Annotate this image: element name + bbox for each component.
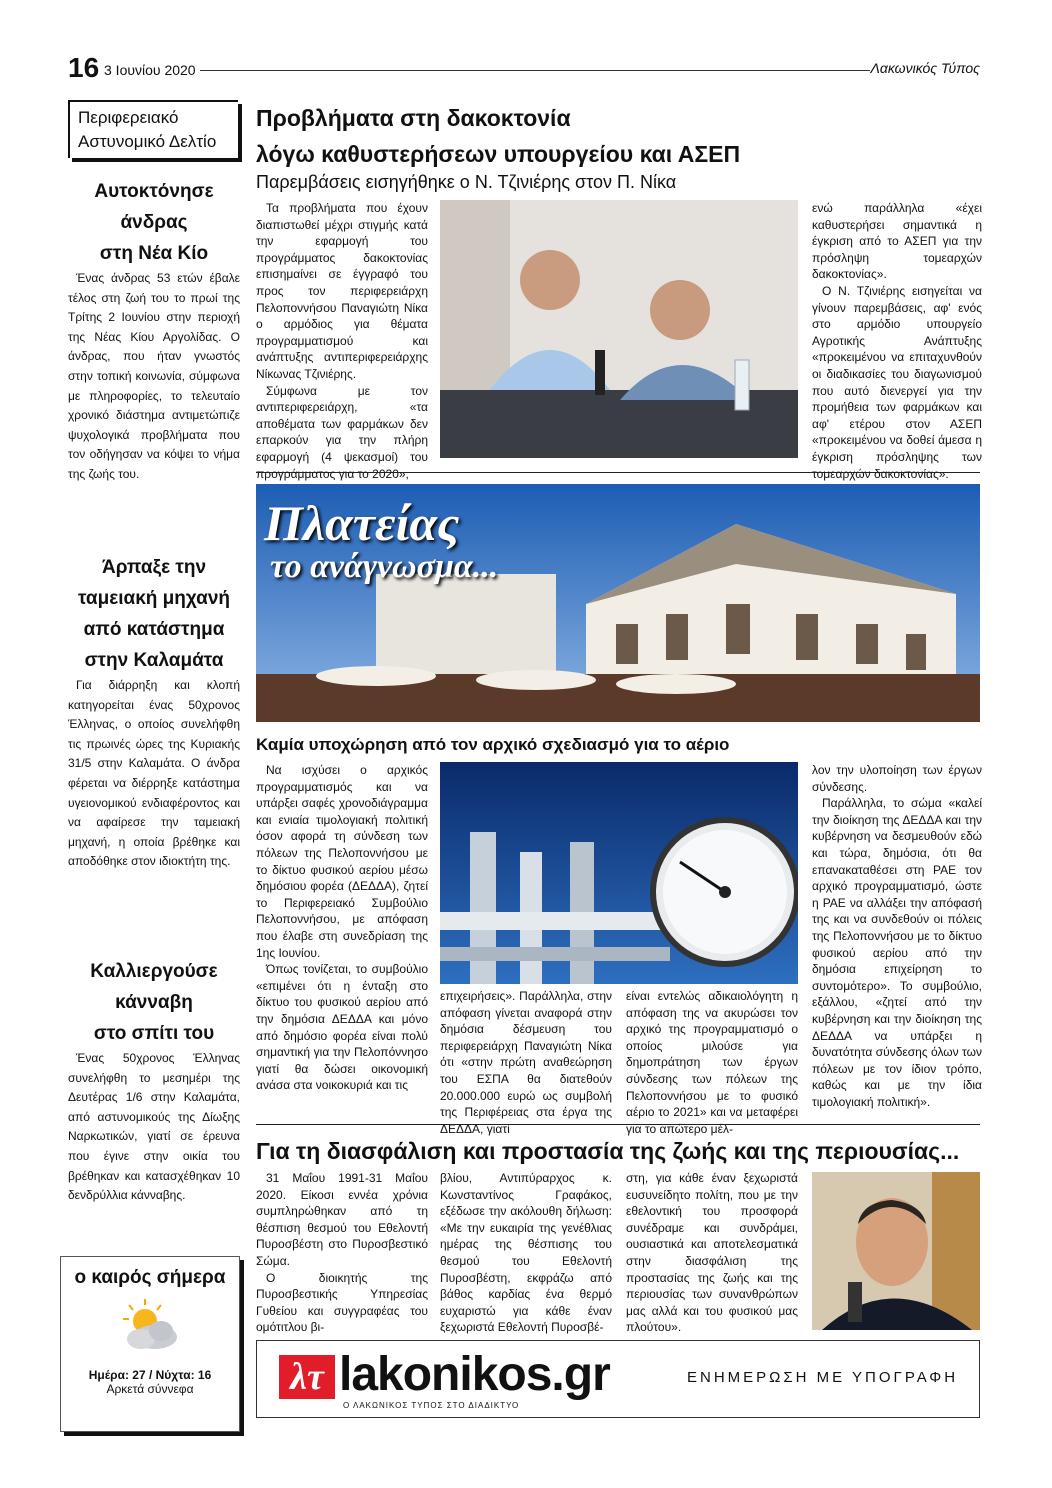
article3-col2: βλίου, Αντιπύραρχος κ. Κωνσταντίνος Γραφάκος, εξέδωσε την ακόλουθη δήλωση: «Με την ευκαιρία της γενέθλιας ημέρας της θέσπισης του θεσμού του Εθελοντή Πυροσβέστη, εκφράζω από βάθος καρδίας ένα θερμό ευχαριστώ για κάθε έναν ξεχωριστά Εθελοντή Πυροσβέ- <box>440 1171 612 1335</box>
article1-rule <box>256 472 980 473</box>
gas-pipeline-photo <box>440 762 798 984</box>
article2-rule <box>256 1124 980 1125</box>
press-conference-photo <box>440 200 798 458</box>
story-3-title: Καλλιεργούσε κάνναβη στο σπίτι του <box>90 961 218 1044</box>
article2-col1: Να ισχύσει ο αρχικός προγραμματισμός και να υπάρξει σαφές χρονοδιάγραμμα και ενιαία τιμολογιακή πολιτική όσον αφορά τη σύνδεση των πόλεων της Πελοποννήσου με το δίκτυο φυσικού αερίου μέσω δημόσιου φορέα (ΔΕΔΔΑ), ζητεί το Περιφερειακό Συμβούλιο Πελοποννήσου, με απόφαση που έλαβε στη συνεδρίαση της 1ης Ιουνίου. Όπως τονίζεται, το συμβούλιο «επιμένει ότι η ένταξη στο δίκτυο του φυσικού αερίου από την δημόσια ΔΕΔΔΑ και μόνο από δημόσιο φορέα είναι πολύ σημαντική για την Πελοπόννησο γιατί θα δώσει οικονομική ανάσα στα νοικοκυριά και τις <box>256 763 428 1093</box>
article1-col1: Τα προβλήματα που έχουν διαπιστωθεί μέχρι στιγμής κατά την εφαρμογή του προγράμματος δακοκτονίας επισημαίνει σε έγγραφό του προς τον περιφερειάρχη Πελοποννήσου Παναγιώτη Νίκα ο αρμόδιος για θέματα προγραμματισμού και ανάπτυξης αντιπεριφερειάρχης Νίκωνας Τζινιέρης. Σύμφωνα με τον αντιπεριφερειάρχη, «τα αποθέματα των φαρμάκων δεν επαρκούν για την πλήρη εφαρμογή (4 ψεκασμοί) του προγράμματος για το 2020», <box>256 201 428 481</box>
fire-commander-photo <box>812 1172 980 1330</box>
article2-col3: είναι εντελώς αδικαιολόγητη η απόφαση της να ακυρώσει τον αρχικό της προγραμματισμό ο οποίος μιλούσε για δημοπράτηση των έργων σύνδεσης των πόλεων της Πελοποννήσου με το φυσικό αέριο το 2021» και να μεταφέρει για το απώτερο μέλ- <box>626 989 798 1136</box>
police-bulletin-title-1: Περιφερειακό <box>78 108 179 127</box>
story-2-body: Για διάρρηξη και κλοπή κατηγορείται ένας 50χρονος Έλληνας, ο οποίος συνελήφθη τις πρωινές ώρες της Κυριακής 31/5 στην Καλαμάτα. Ο άνδρα φέρεται να διέρρηξε κατάστημα υγειονομικού ενδιαφέροντος και να αφαίρεσε την ταμειακή μηχανή, η οποία βρέθηκε και αποδόθηκε στον ιδιοκτήτη της. <box>68 678 240 869</box>
article2-col2: επιχειρήσεις». Παράλληλα, στην απόφαση γίνεται αναφορά στην δημόσια δέσμευση του περιφερειάρχη Παναγιώτη Νίκα ότι «στην πρώτη αναθεώρηση του ΕΣΠΑ θα διατεθούν 20.000.000 ευρώ ως συμβολή της Περιφέρειας στα έργα της ΔΕΔΔΑ, γιατί <box>440 989 612 1136</box>
page-number: 16 <box>68 52 100 83</box>
column-banner <box>256 484 980 722</box>
header-rule <box>200 70 870 71</box>
portrait-photo <box>812 1172 980 1330</box>
article1-title: Προβλήματα στη δακοκτονία λόγω καθυστερήσεων υπουργείου και ΑΣΕΠ <box>256 105 741 167</box>
story-3-body: Ένας 50χρονος Έλληνας συνελήφθη το μεσημέρι της Δευτέρας 1/6 στην Καλαμάτα, από αστυνομικούς της Δίωξης Ναρκωτικών, γιατί σε έρευνα που έγινε στην οικία του βρέθηκαν και κατασχέθηκαν 10 δενδρύλλια κάνναβης. <box>68 1051 240 1203</box>
article3-col3: στη, για κάθε έναν ξεχωριστά ευσυνείδητο πολίτη, που με την εθελοντική του προσφορά συνέδραμε και συνδράμει, ουσιαστικά και αποτελεσματικά στην διασφάλιση της προστασίας της ζωής και της περιουσίας των συνανθρώπων μας αλλά και του φυσικού μας πλούτου». <box>626 1171 798 1335</box>
lakonikos-logo-icon: λτ <box>279 1355 335 1399</box>
logo-text: lakonikos.gr <box>339 1348 610 1401</box>
weather-temperatures: Ημέρα: 27 / Νύχτα: 16 <box>88 1368 212 1382</box>
issue-date: 3 Ιουνίου 2020 <box>104 62 196 78</box>
story-1-title: Αυτοκτόνησε άνδρας στη Νέα Κίο <box>94 181 214 264</box>
story-2-title: Άρπαξε την ταμειακή μηχανή από κατάστημα στην Καλαμάτα <box>77 557 231 671</box>
police-story-3 <box>68 956 240 1206</box>
gas-gauge-photo <box>440 762 798 984</box>
police-story-2 <box>68 552 240 872</box>
ad-slogan: ΕΝΗΜΕΡΩΣΗ ΜΕ ΥΠΟΓΡΑΦΗ <box>687 1369 959 1386</box>
lakonikos-ad[interactable] <box>256 1340 980 1418</box>
article1-photo <box>440 200 798 458</box>
article1-subtitle: Παρεμβάσεις εισηγήθηκε ο Ν. Τζινιέρης στον Π. Νίκα <box>256 172 677 192</box>
article3-col1: 31 Μαΐου 1991-31 Μαΐου 2020. Είκοσι εννέα χρόνια συμπληρώθηκαν από τη θέσπιση θεσμού του Εθελοντή Πυροσβέστη στο Πυροσβεστικό Σώμα. Ο διοικητής της Πυροσβεστικής Υπηρεσίας Γυθείου και συγγραφέας του ομότιτλου βι- <box>256 1171 428 1335</box>
banner-line1: Πλατείας <box>264 495 460 551</box>
police-bulletin-title-2: Αστυνομικό Δελτίο <box>78 132 217 151</box>
article2-title: Καμία υποχώρηση από τον αρχικό σχεδιασμό για το αέριο <box>256 735 730 754</box>
story-1-body: Ένας άνδρας 53 ετών έβαλε τέλος στη ζωή του το πρωί της Τρίτης 2 Ιουνίου στην περιοχή της Νέας Κίου Αργολίδας. Ο άνδρας, που ήταν γνωστός στην τοπική κοινωνία, σύμφωνα με πληροφορίες, το τελευταίο χρονικό διάστημα αντιμετώπιζε ψυχολογικά προβλήματα που τον οδήγησαν να κόψει το νήμα της ζωής του. <box>68 271 240 481</box>
weather-title: ο καιρός σήμερα <box>74 1267 226 1288</box>
weather-condition: Αρκετά σύννεφα <box>106 1382 194 1396</box>
banner-line2: το ανάγνωσμα... <box>270 548 499 585</box>
sun-cloud-icon <box>115 1295 185 1355</box>
police-bulletin-box <box>68 100 238 158</box>
logo-tagline: Ο ΛΑΚΩΝΙΚΟΣ ΤΥΠΟΣ ΣΤΟ ΔΙΑΔΙΚΤΥΟ <box>343 1401 520 1410</box>
publication-name: Λακωνικός Τύπος <box>870 60 980 76</box>
weather-box <box>60 1256 240 1432</box>
article3-title: Για τη διασφάλιση και προστασία της ζωής και της περιουσίας... <box>256 1138 960 1164</box>
article1-col3: ενώ παράλληλα «έχει καθυστερήσει σημαντικά η έγκριση από το ΑΣΕΠ για την πρόσληψη τομεαρχών δακοκτονίας». Ο Ν. Τζινιέρης εισηγείται να γίνουν παρεμβάσεις, αφ' ενός στο αρμόδιο υπουργείο Αγροτικής Ανάπτυξης «προκειμένου να επιταχυνθούν οι διαδικασίες του διαγωνισμού που αυτό διενεργεί για την προμήθεια των φαρμάκων και αφ' ετέρου στον ΑΣΕΠ «προκειμένου να δοθεί άμεσα η έγκριση πρόσληψης των τομεαρχών δακοκτονίας». <box>812 201 982 481</box>
police-story-1 <box>68 176 240 485</box>
article2-col4: λον την υλοποίηση των έργων σύνδεσης. Παράλληλα, το σώμα «καλεί την διοίκηση της ΔΕΔΔΑ και την κυβέρνηση να δεσμευθούν εδώ και τώρα, δημόσια, ότι θα επανακαταθέσει στη ΡΑΕ τον αρχικό προγραμματισμό, ώστε η ΡΑΕ να αλλάξει την απόφασή της και να συνδεθούν οι πόλεις της Πελοποννήσου με το δίκτυο φυσικού αερίου από την δημόσια επιχείρηση το συντομότερο». Το συμβούλιο, εξάλλου, «ζητεί από την κυβέρνηση και την διοίκηση της ΔΕΔΔΑ να υπάρξει η δυνατότητα σύνδεσης όλων των πόλεων με τον ίδιον τρόπο, καθώς και με την ίδια τιμολογιακή πολιτική». <box>812 763 982 1109</box>
